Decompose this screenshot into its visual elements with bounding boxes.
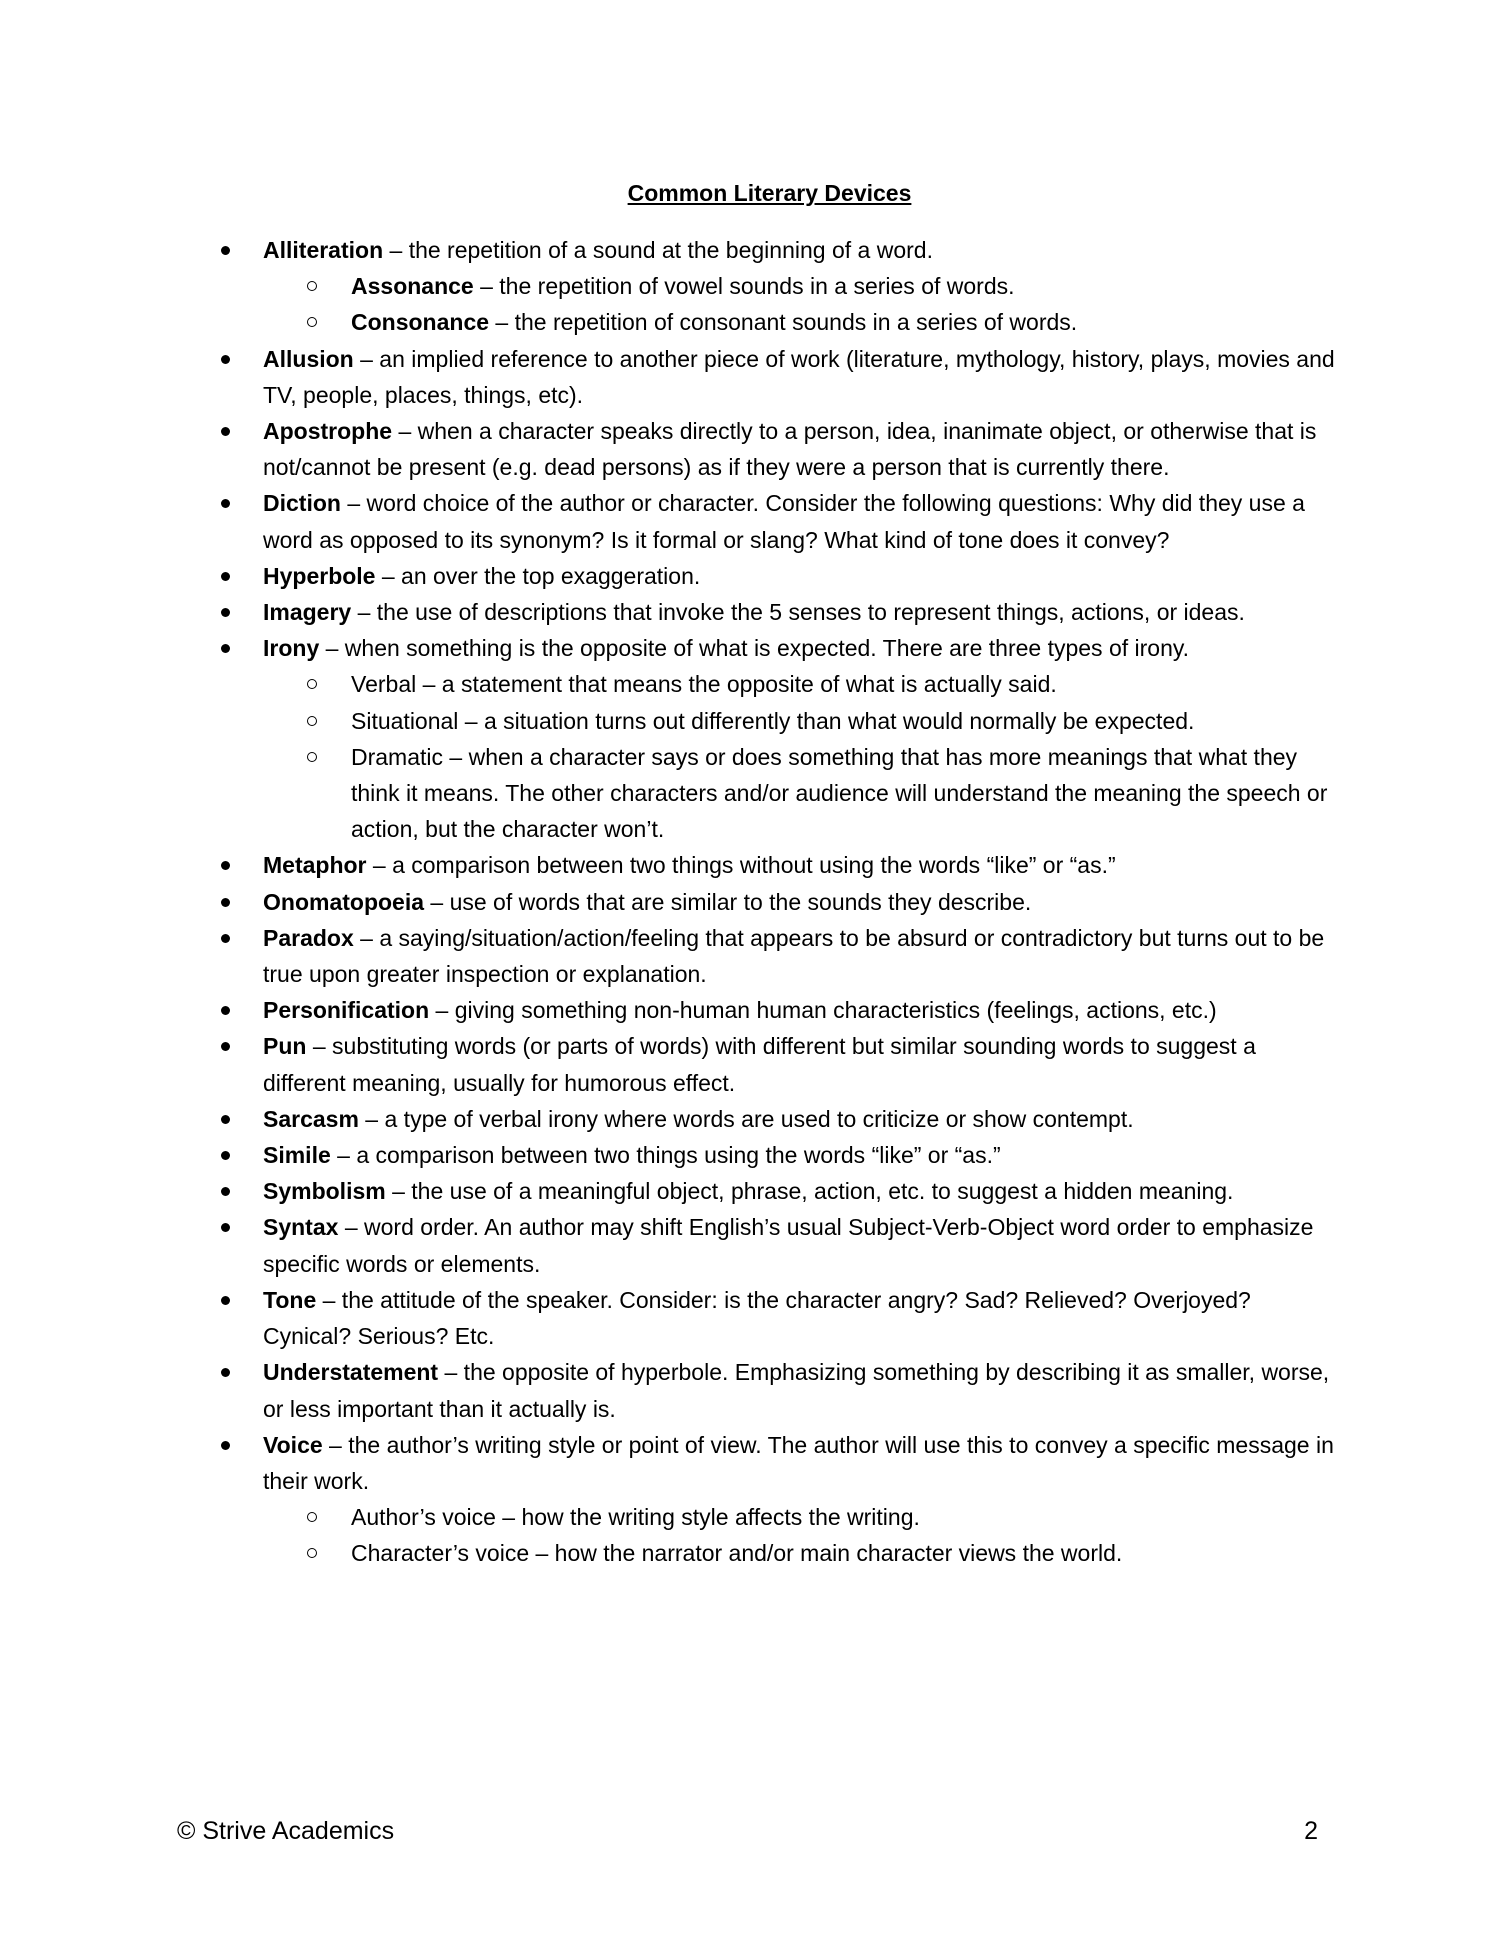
sub-list-item <box>351 739 1343 848</box>
bullet-icon <box>221 1223 230 1232</box>
bullet-icon <box>221 1115 230 1124</box>
device-term: Simile <box>263 1142 331 1169</box>
bullet-icon <box>221 246 230 255</box>
device-definition: – use of words that are similar to the sounds they describe. <box>424 888 1032 915</box>
sub-device-term: Assonance <box>351 273 474 300</box>
device-term: Syntax <box>263 1214 339 1241</box>
device-term: Imagery <box>263 599 352 626</box>
bullet-icon <box>221 1296 230 1305</box>
list-item <box>263 992 1343 1028</box>
device-definition: – word choice of the author or character. Consider the following questions: Why did they use a word as opposed to its synonym? Is it formal or slang? What kind of tone does it convey? <box>263 490 1305 553</box>
device-term: Symbolism <box>263 1178 386 1205</box>
bullet-icon <box>221 572 230 581</box>
device-definition: – when a character speaks directly to a person, idea, inanimate object, or otherwise that is not/cannot be present (e.g. dead persons) as if they were a person that is currently there. <box>263 418 1317 481</box>
device-definition: – the repetition of a sound at the beginning of a word. <box>383 237 933 263</box>
device-definition: – a saying/situation/action/feeling that appears to be absurd or contradictory but turns out to be true upon greater inspection or explanation. <box>263 924 1325 988</box>
list-item <box>263 1282 1343 1354</box>
bullet-icon <box>221 861 230 870</box>
bullet-icon <box>221 499 230 508</box>
bullet-icon <box>221 934 230 943</box>
device-term: Personification <box>263 997 430 1024</box>
sub-device-definition: Situational – a situation turns out differently than what would normally be expected. <box>351 707 1195 734</box>
list-item <box>263 630 1343 847</box>
sub-device-definition: Character’s voice – how the narrator and/or main character views the world. <box>351 1540 1123 1567</box>
bullet-icon <box>221 1151 230 1160</box>
list-item <box>263 884 1343 920</box>
list-item <box>263 558 1343 594</box>
sub-device-term: Consonance <box>351 309 490 336</box>
device-definition: – a comparison between two things using the words “like” or “as.” <box>330 1142 1001 1169</box>
page-title: Common Literary Devices <box>627 180 912 206</box>
page-number: 2 <box>1304 1817 1318 1845</box>
device-definition: – a comparison between two things without using the words “like” or “as.” <box>366 852 1116 879</box>
bullet-icon <box>221 1187 230 1196</box>
device-definition: – the use of descriptions that invoke the 5 senses to represent things, actions, or ideas. <box>351 599 1245 626</box>
hollow-bullet-icon <box>307 1512 317 1522</box>
list-item <box>263 341 1343 413</box>
sub-list <box>263 666 1343 847</box>
device-term: Diction <box>263 490 341 517</box>
list-item <box>263 1427 1343 1572</box>
bullet-icon <box>221 608 230 617</box>
list-item <box>263 1137 1343 1173</box>
sub-list-item <box>351 703 1343 739</box>
device-definition: – giving something non-human human characteristics (feelings, actions, etc.) <box>429 997 1217 1024</box>
device-definition: – an over the top exaggeration. <box>375 562 701 589</box>
sub-list <box>263 268 1343 340</box>
sub-list-item <box>351 268 1343 304</box>
device-term: Understatement <box>263 1359 439 1386</box>
device-definition: – the author’s writing style or point of view. The author will use this to convey a specific message in their work. <box>263 1431 1334 1494</box>
sub-device-definition: Verbal – a statement that means the opposite of what is actually said. <box>351 671 1057 698</box>
device-definition: – substituting words (or parts of words) with different but similar sounding words to suggest a different meaning, usually for humorous effect. <box>263 1033 1256 1096</box>
device-term: Sarcasm <box>263 1105 359 1132</box>
sub-list-item <box>351 666 1343 702</box>
device-term: Irony <box>263 635 320 662</box>
bullet-icon <box>221 1042 230 1051</box>
list-item <box>263 485 1343 557</box>
sub-list-item <box>351 304 1343 340</box>
bullet-icon <box>221 1441 230 1450</box>
device-term: Paradox <box>263 924 354 951</box>
device-definition: – a type of verbal irony where words are used to criticize or show contempt. <box>358 1105 1134 1132</box>
list-item <box>263 1354 1343 1426</box>
literary-devices-list <box>263 232 1343 1572</box>
device-term: Pun <box>263 1033 307 1060</box>
hollow-bullet-icon <box>307 716 317 726</box>
list-item <box>263 1028 1343 1100</box>
device-term: Apostrophe <box>263 418 393 445</box>
bullet-icon <box>221 644 230 653</box>
list-item <box>263 920 1343 992</box>
list-item <box>263 232 1343 341</box>
device-term: Allusion <box>263 345 354 372</box>
bullet-icon <box>221 1006 230 1015</box>
device-term: Voice <box>263 1431 323 1458</box>
device-definition: – word order. An author may shift English’s usual Subject-Verb-Object word order to emphasize specific words or elements. <box>263 1214 1314 1277</box>
sub-list-item <box>351 1499 1343 1535</box>
bullet-icon <box>221 355 230 364</box>
hollow-bullet-icon <box>307 317 317 327</box>
hollow-bullet-icon <box>307 1548 317 1558</box>
hollow-bullet-icon <box>307 281 317 291</box>
sub-list <box>263 1499 1343 1571</box>
list-item <box>263 413 1343 485</box>
list-item <box>263 1209 1343 1281</box>
sub-device-definition: – the repetition of vowel sounds in a series of words. <box>473 273 1015 300</box>
device-term: Tone <box>263 1286 317 1313</box>
device-definition: – the opposite of hyperbole. Emphasizing something by describing it as smaller, worse, or less important than it actually is. <box>263 1359 1330 1422</box>
bullet-icon <box>221 1368 230 1377</box>
list-item <box>263 594 1343 630</box>
sub-list-item <box>351 1535 1343 1571</box>
device-term: Alliteration <box>263 237 384 263</box>
device-definition: – the attitude of the speaker. Consider: is the character angry? Sad? Relieved? Overjoyed? Cynical? Serious? Etc. <box>263 1286 1251 1350</box>
device-definition: – an implied reference to another piece of work (literature, mythology, history, plays, movies and TV, people, places, things, etc). <box>263 345 1335 408</box>
footer-copyright: © Strive Academics <box>177 1817 395 1845</box>
bullet-icon <box>221 898 230 907</box>
list-item <box>263 1101 1343 1137</box>
sub-device-definition: – the repetition of consonant sounds in a series of words. <box>489 309 1078 336</box>
bullet-icon <box>221 427 230 436</box>
device-definition: – when something is the opposite of what is expected. There are three types of irony. <box>319 635 1190 662</box>
list-item <box>263 847 1343 883</box>
device-term: Metaphor <box>263 852 367 879</box>
sub-device-definition: Dramatic – when a character says or does something that has more meanings that what they think it means. The other characters and/or audience will understand the meaning the speech or action, but the character won’t. <box>351 743 1328 843</box>
device-term: Hyperbole <box>263 562 376 589</box>
hollow-bullet-icon <box>307 679 317 689</box>
list-item <box>263 1173 1343 1209</box>
device-term: Onomatopoeia <box>263 888 425 915</box>
hollow-bullet-icon <box>307 752 317 762</box>
sub-device-definition: Author’s voice – how the writing style affects the writing. <box>351 1504 920 1531</box>
device-definition: – the use of a meaningful object, phrase, action, etc. to suggest a hidden meaning. <box>385 1178 1234 1205</box>
